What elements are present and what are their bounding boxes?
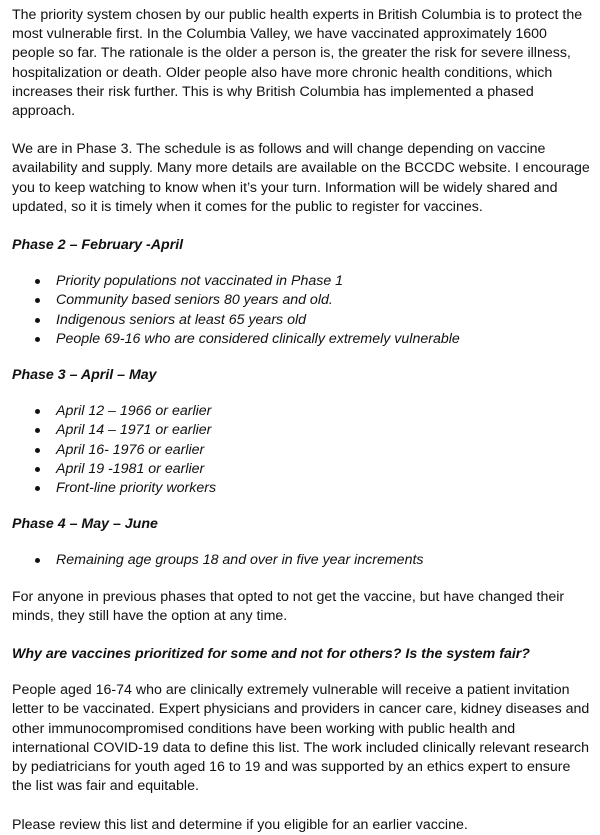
list-item: April 16- 1976 or earlier bbox=[12, 441, 590, 460]
list-item: People 69-16 who are considered clinically extremely vulnerable bbox=[12, 330, 590, 349]
intro-paragraph-1: The priority system chosen by our public health experts in British Columbia is to protect the most vulnerable first. In the Columbia Valley, we have vaccinated approximately 1600 people so far. The rationale is the older a person is, the greater the risk for severe illness, hospitalization or death. Older people also have more chronic health conditions, which increases their risk further. This is why British Columbia has implemented a phased approach. bbox=[12, 7, 583, 120]
list-item: Priority populations not vaccinated in Phase 1 bbox=[12, 272, 590, 291]
phase-4-heading: Phase 4 – May – June bbox=[12, 516, 158, 533]
phase-2-list bbox=[12, 272, 590, 349]
fairness-question: Why are vaccines prioritized for some and not for others? Is the system fair? bbox=[12, 646, 530, 663]
list-item: Indigenous seniors at least 65 years old bbox=[12, 311, 590, 330]
closing-paragraph: Please review this list and determine if you eligible for an earlier vaccine. bbox=[12, 816, 468, 833]
list-item: April 19 -1981 or earlier bbox=[12, 460, 590, 479]
list-item: April 12 – 1966 or earlier bbox=[12, 402, 590, 421]
phase-2-heading: Phase 2 – February -April bbox=[12, 237, 184, 254]
phase-3-list bbox=[12, 402, 590, 498]
previous-phases-paragraph: For anyone in previous phases that opted to not get the vaccine, but have changed their minds, they still have the option at any time. bbox=[12, 588, 565, 624]
list-item: Remaining age groups 18 and over in five year increments bbox=[12, 551, 590, 570]
fairness-answer: People aged 16-74 who are clinically extremely vulnerable will receive a patient invitation letter to be vaccinated. Expert physicians and providers in cancer care, kidney diseases and other immunocompromised conditions have been working with public health and international COVID-19 data to define this list. The work included clinically relevant research by pediatricians for youth aged 16 to 19 and was supported by an ethics expert to ensure the list was fair and equitable. bbox=[12, 682, 590, 795]
list-item: Front-line priority workers bbox=[12, 479, 590, 498]
list-item: April 14 – 1971 or earlier bbox=[12, 421, 590, 440]
phase-4-list bbox=[12, 551, 590, 570]
intro-paragraph-2: We are in Phase 3. The schedule is as follows and will change depending on vaccine availability and supply. Many more details are available on the BCCDC website. I encourage you to keep watching to know when it’s your turn. Information will be widely shared and updated, so it is timely when it comes for the public to register for vaccines. bbox=[12, 141, 590, 215]
list-item: Community based seniors 80 years and old. bbox=[12, 291, 590, 310]
phase-3-heading: Phase 3 – April – May bbox=[12, 367, 157, 384]
